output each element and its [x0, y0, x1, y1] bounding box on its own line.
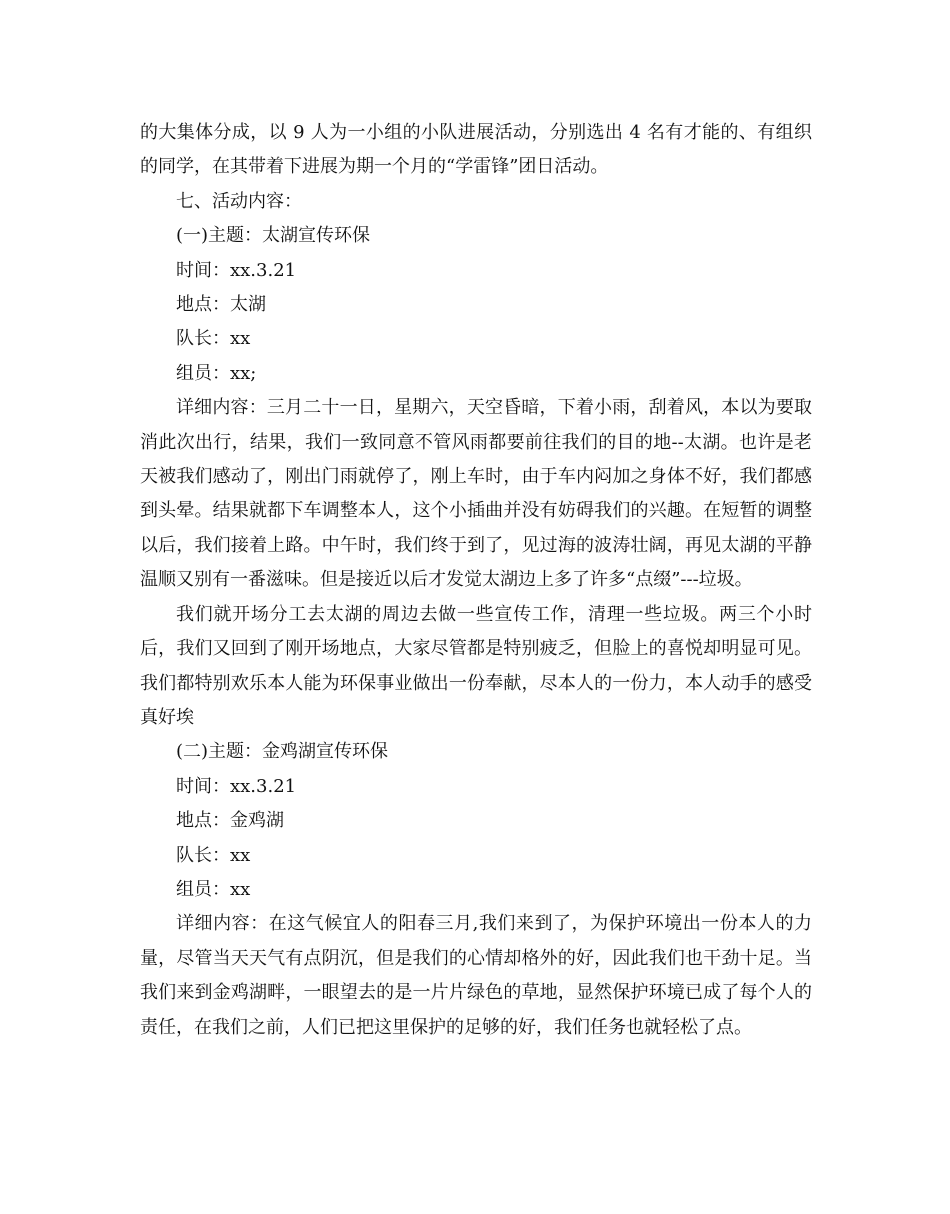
topic-1-details: 详细内容：三月二十一日，星期六，天空昏暗，下着小雨，刮着风，本以为要取消此次出行，结果，我们一致同意不管风雨都要前往我们的目的地--太湖。也许是老天被我们感动了，刚出门雨就停了，刚上车时，由于车内闷加之身体不好，我们都感到头晕。结果就都下车调整本人，这个小插曲并没有妨碍我们的兴趣。在短暂的调整以后，我们接着上路。中午时，我们终于到了，见过海的波涛壮阔，再见太湖的平静温顺又别有一番滋味。但是接近以后才发觉太湖边上多了许多“点缀”---垃圾。	[140, 397, 812, 591]
topic-1-details-continued: 我们就开场分工去太湖的周边去做一些宣传工作，清理一些垃圾。两三个小时后，我们又回到了刚开场地点，大家尽管都是特别疲乏，但脸上的喜悦却明显可见。我们都特别欢乐本人能为环保事业做出一份奉献，尽本人的一份力，本人动手的感受真好埃	[140, 603, 812, 728]
paragraph-continuation: 的大集体分成，以 9 人为一小组的小队进展活动，分别选出 4 名有才能的、有组织的同学，在其带着下进展为期一个月的“学雷锋”团日活动。	[140, 122, 812, 178]
topic-1-time: 时间：xx.3.21	[176, 259, 297, 281]
document-body	[140, 116, 812, 1045]
topic-1-leader: 队长：xx	[176, 328, 251, 350]
topic-2-time: 时间：xx.3.21	[176, 775, 297, 797]
topic-1-members: 组员：xx;	[176, 362, 257, 384]
section-heading-activity-content: 七、活动内容：	[176, 190, 302, 212]
topic-2-location: 地点：金鸡湖	[176, 810, 284, 832]
topic-2-members: 组员：xx	[176, 878, 251, 900]
topic-2-leader: 队长：xx	[176, 844, 251, 866]
topic-1-location: 地点：太湖	[176, 294, 266, 316]
topic-2-title: (二)主题：金鸡湖宣传环保	[176, 741, 389, 763]
topic-1-title: (一)主题：太湖宣传环保	[176, 225, 371, 247]
topic-2-details: 详细内容：在这气候宜人的阳春三月,我们来到了，为保护环境出一份本人的力量，尽管当天天气有点阴沉，但是我们的心情却格外的好，因此我们也干劲十足。当我们来到金鸡湖畔，一眼望去的是一片片绿色的草地，显然保护环境已成了每个人的责任，在我们之前，人们已把这里保护的足够的好，我们任务也就轻松了点。	[140, 913, 812, 1038]
